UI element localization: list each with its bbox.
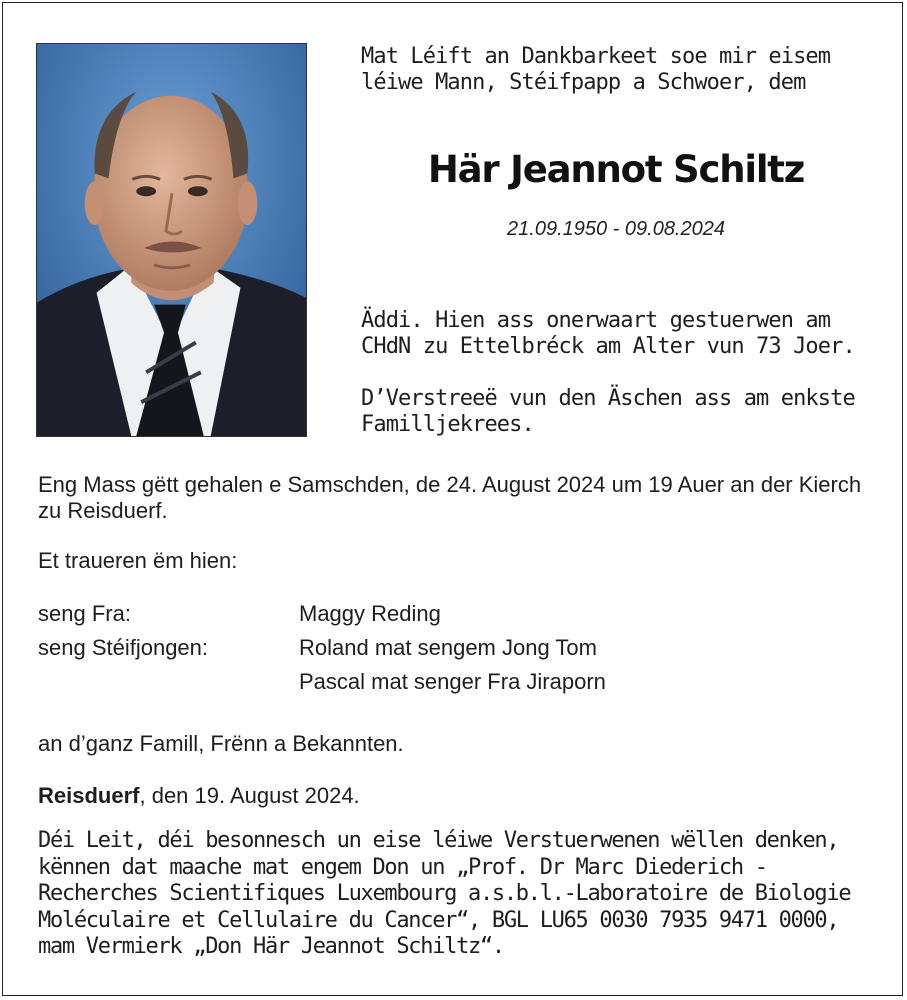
intro-text: Mat Léift an Dankbarkeet soe mir eisem léiwe Mann, Stéifpapp a Schwoer, dem xyxy=(361,44,831,95)
place-town: Reisduerf xyxy=(38,783,140,808)
mourner-relation: seng Stéifjongen: xyxy=(38,635,209,660)
deceased-name: Här Jeannot Schiltz xyxy=(427,148,805,191)
mourners-intro: Et traueren ëm hien: xyxy=(38,548,238,573)
portrait-photo xyxy=(36,43,307,437)
portrait-illustration xyxy=(37,44,306,436)
place-date: , den 19. August 2024. xyxy=(139,783,360,808)
mourner-name: Maggy Reding xyxy=(299,601,441,626)
mourner-relation: seng Fra: xyxy=(38,601,131,626)
donation-text: Déi Leit, déi besonnesch un eise léiwe Verstuerwenen wëllen denken, kënnen dat maache mat engem Don un „Prof. Dr Marc Diederich - Recherches Scientifiques Luxembourg a.s.b.l.-Laboratoire de Biologie Moléculaire et Cellulaire du Cancer“, BGL LU65 0030 7935 9471 0000, mam Vermierk „Don Här Jeannot Schiltz“. xyxy=(38,828,851,959)
family-line: an d’ganz Famill, Frënn a Bekannten. xyxy=(38,731,404,756)
life-dates: 21.09.1950 - 09.08.2024 xyxy=(507,218,725,240)
mourner-name: Roland mat sengem Jong Tom xyxy=(299,635,597,660)
mourner-name: Pascal mat senger Fra Jiraporn xyxy=(299,669,606,694)
death-notice-paragraph: Äddi. Hien ass onerwaart gestuerwen am CHdN zu Ettelbréck am Alter vun 73 Joer. xyxy=(361,308,855,359)
ashes-paragraph: D’Verstreeë vun den Äschen ass am enkste Familljekrees. xyxy=(361,386,855,437)
place-date-line xyxy=(38,783,872,809)
mass-announcement: Eng Mass gëtt gehalen e Samschden, de 24. August 2024 um 19 Auer an der Kierch zu Reisduerf. xyxy=(38,472,862,523)
